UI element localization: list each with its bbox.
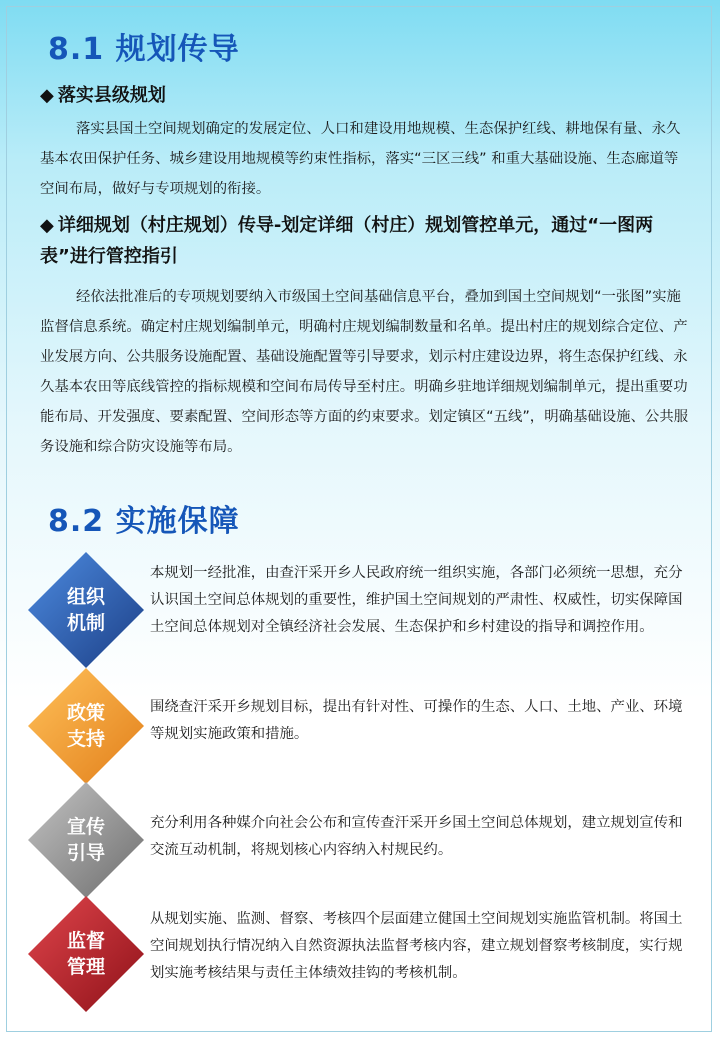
badge-line-2: 管理	[66, 956, 105, 978]
subsection-1-heading-text: 落实县级规划	[57, 85, 166, 106]
subsection-1-heading	[40, 80, 680, 111]
subsection-2-heading	[40, 210, 680, 272]
item-text-organization: 本规划一经批准，由查汗采开乡人民政府统一组织实施，各部门必须统一思想，充分认识国土空间总体规划的重要性，维护国土空间规划的严肃性、权威性，切实保障国土空间总体规划对全镇经济社会发展、生态保护和乡村建设的指导和调控作用。	[150, 565, 683, 635]
badge-line-1: 政策	[66, 702, 105, 724]
section-1-title: 8.1 规划传导	[48, 32, 240, 67]
implementation-item-policy	[26, 666, 706, 786]
section-2-title: 8.2 实施保障	[48, 504, 240, 539]
subsection-2-body: 经依法批准后的专项规划要纳入市级国土空间基础信息平台，叠加到国土空间规划“一张图”实施监督信息系统。确定村庄规划编制单元，明确村庄规划编制数量和名单。提出村庄的规划综合定位、产业发展方向、公共服务设施配置、基础设施配置等引导要求，划示村庄建设边界，将生态保护红线、永久基本农田等底线管控的指标规模和空间布局传导至村庄。明确乡驻地详细规划编制单元，提出重要功能布局、开发强度、要素配置、空间形态等方面的约束要求。划定镇区“五线”，明确基础设施、公共服务设施和综合防灾设施等布局。	[40, 289, 689, 455]
diamond-bullet-icon: ◆	[40, 85, 54, 106]
item-text-supervision: 从规划实施、监测、督察、考核四个层面建立健国土空间规划实施监管机制。将国土空间规划执行情况纳入自然资源执法监督考核内容，建立规划督察考核制度，实行规划实施考核结果与责任主体绩效挂钩的考核机制。	[150, 911, 683, 981]
badge-policy	[26, 666, 146, 786]
badge-line-1: 组织	[66, 586, 105, 608]
badge-line-2: 机制	[66, 612, 105, 634]
diamond-bullet-icon: ◆	[40, 215, 54, 236]
badge-line-2: 引导	[66, 842, 105, 864]
implementation-item-supervision	[26, 894, 706, 1024]
implementation-item-organization	[26, 550, 706, 680]
item-text-publicity: 充分利用各种媒介向社会公布和宣传查汗采开乡国土空间总体规划，建立规划宣传和交流互动机制，将规划核心内容纳入村规民约。	[150, 815, 683, 858]
subsection-2-heading-text: 详细规划（村庄规划）传导-划定详细（村庄）规划管控单元，通过“一图两表”进行管控指引	[40, 215, 654, 267]
item-text-policy: 围绕查汗采开乡规划目标，提出有针对性、可操作的生态、人口、土地、产业、环境等规划实施政策和措施。	[150, 699, 683, 742]
badge-line-2: 支持	[66, 728, 105, 750]
badge-organization	[26, 550, 146, 670]
badge-publicity	[26, 780, 146, 900]
badge-line-1: 监督	[66, 930, 105, 952]
subsection-1-body: 落实县国土空间规划确定的发展定位、人口和建设用地规模、生态保护红线、耕地保有量、永久基本农田保护任务、城乡建设用地规模等约束性指标，落实“三区三线” 和重大基础设施、生态廊道等空间布局，做好与专项规划的衔接。	[40, 121, 681, 197]
badge-line-1: 宣传	[66, 816, 105, 838]
implementation-item-publicity	[26, 780, 706, 900]
badge-supervision	[26, 894, 146, 1014]
